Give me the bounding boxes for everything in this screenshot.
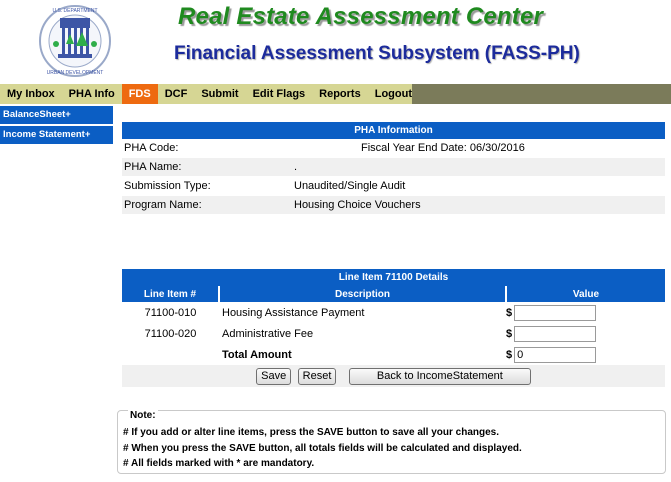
total-amount-field[interactable] xyxy=(514,347,596,363)
nav-item-logout[interactable]: Logout xyxy=(374,88,412,100)
nav-item-my-inbox[interactable]: My Inbox xyxy=(7,88,55,100)
note-line: # When you press the SAVE button, all totals fields will be calculated and displayed. xyxy=(123,442,522,454)
pha-name-value: . xyxy=(294,161,298,173)
fiscal-year-end: Fiscal Year End Date: 06/30/2016 xyxy=(361,142,525,154)
note-title: Note: xyxy=(130,410,156,421)
back-to-income-statement-button[interactable]: Back to IncomeStatement xyxy=(349,368,531,385)
nav-item-submit[interactable]: Submit xyxy=(201,88,239,100)
column-header-line-item: Line Item # xyxy=(122,286,219,302)
note-line: # If you add or alter line items, press the SAVE button to save all your changes. xyxy=(123,427,500,438)
line-item-title: Line Item 71100 Details xyxy=(122,269,665,286)
total-amount-label: Total Amount xyxy=(219,344,506,365)
app-subtitle: Financial Assessment Subsystem (FASS-PH) xyxy=(174,43,580,64)
svg-text:URBAN DEVELOPMENT: URBAN DEVELOPMENT xyxy=(46,70,104,76)
submission-type-row xyxy=(122,177,665,196)
note-line: # All fields marked with * are mandatory. xyxy=(123,458,315,469)
administrative-fee-input[interactable] xyxy=(514,326,596,342)
nav-item-edit-flags[interactable]: Edit Flags xyxy=(252,88,306,100)
note-box xyxy=(117,410,666,474)
line-item-description: Administrative Fee xyxy=(219,323,506,344)
line-item-number: 71100-020 xyxy=(122,323,219,344)
nav-item-pha-info[interactable]: PHA Info xyxy=(68,88,115,100)
line-item-description: Housing Assistance Payment xyxy=(219,302,506,323)
sidebar-item-balance-sheet[interactable]: BalanceSheet+ xyxy=(0,106,113,124)
reset-button[interactable]: Reset xyxy=(298,368,337,385)
submission-type-label: Submission Type: xyxy=(124,180,211,192)
table-row xyxy=(122,323,665,344)
app-title: Real Estate Assessment Center xyxy=(178,3,544,30)
currency-symbol: $ xyxy=(506,348,513,361)
column-header-description: Description xyxy=(219,286,506,302)
nav-item-fds[interactable]: FDS xyxy=(122,84,158,104)
table-row xyxy=(122,302,665,323)
pha-code-row xyxy=(122,139,665,158)
pha-info-panel xyxy=(122,122,665,215)
nav-bar xyxy=(0,84,412,104)
currency-symbol: $ xyxy=(506,306,513,319)
sidebar-item-income-statement[interactable]: Income Statement+ xyxy=(0,126,113,144)
pha-name-row xyxy=(122,158,665,177)
button-row xyxy=(122,365,665,387)
line-item-table xyxy=(122,286,665,365)
program-name-value: Housing Choice Vouchers xyxy=(294,199,421,211)
total-row xyxy=(122,344,665,365)
submission-type-value: Unaudited/Single Audit xyxy=(294,180,406,192)
pha-name-label: PHA Name: xyxy=(124,161,182,173)
currency-symbol: $ xyxy=(506,327,513,340)
nav-item-dcf[interactable]: DCF xyxy=(164,88,188,100)
sidebar xyxy=(0,106,113,146)
nav-item-reports[interactable]: Reports xyxy=(319,88,361,100)
page-header xyxy=(0,0,671,84)
column-header-value: Value xyxy=(506,286,665,302)
housing-assistance-payment-input[interactable] xyxy=(514,305,596,321)
line-item-panel xyxy=(122,269,665,387)
save-button[interactable]: Save xyxy=(256,368,291,385)
program-name-label: Program Name: xyxy=(124,199,202,211)
line-item-number: 71100-010 xyxy=(122,302,219,323)
hud-seal-icon xyxy=(38,4,112,78)
pha-info-title: PHA Information xyxy=(122,122,665,139)
svg-text:U.S. DEPARTMENT: U.S. DEPARTMENT xyxy=(52,8,98,14)
program-name-row xyxy=(122,196,665,215)
pha-code-label: PHA Code: xyxy=(124,142,179,154)
main-nav xyxy=(0,84,671,104)
